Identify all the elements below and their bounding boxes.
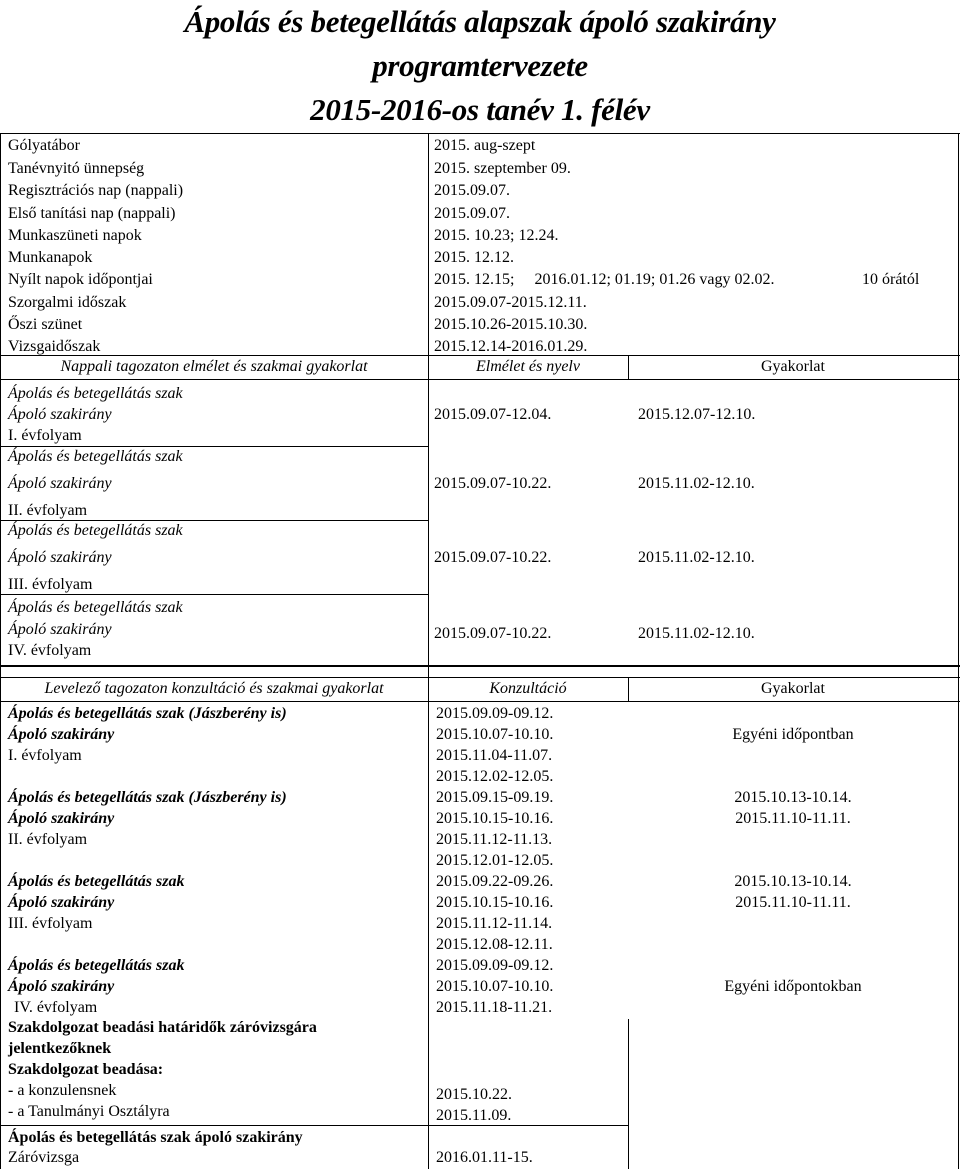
- levelezo-header-col1: Levelező tagozaton konzultáció és szakmai gyakorlat: [44, 680, 384, 697]
- nappali-row-divider: [0, 594, 428, 595]
- zarovizsga-divider: [0, 1125, 628, 1126]
- nappali-row1-szakirany: Ápoló szakirány: [8, 406, 112, 423]
- levelezo-row3-konz-4: 2015.12.08-12.11.: [436, 936, 553, 953]
- zarovizsga-heading: Ápolás és betegellátás szak ápoló szakirány: [8, 1129, 303, 1146]
- levelezo-row1-gyak-1: Egyéni időpontban: [732, 726, 854, 743]
- levelezo-row2-konz-1: 2015.09.15-09.19.: [436, 789, 554, 806]
- levelezo-header-bottom: [0, 701, 960, 702]
- value-oszi-szunet: 2015.10.26-2015.10.30.: [434, 316, 588, 333]
- levelezo-row4-szakirany: Ápoló szakirány: [8, 978, 115, 995]
- label-golyatabor: Gólyatábor: [8, 137, 80, 154]
- label-tanevnyito: Tanévnyitó ünnepség: [8, 160, 145, 177]
- levelezo-row2-konz-3: 2015.11.12-11.13.: [436, 831, 553, 848]
- nappali-row2-szakirany: Ápoló szakirány: [8, 475, 112, 492]
- nappali-row4-szak: Ápolás és betegellátás szak: [8, 599, 183, 616]
- levelezo-row2-szakirany: Ápoló szakirány: [8, 810, 115, 827]
- nappali-row3-szak: Ápolás és betegellátás szak: [8, 522, 183, 539]
- nappali-row4-evfolyam: IV. évfolyam: [8, 642, 92, 659]
- levelezo-row4-szak: Ápolás és betegellátás szak: [8, 957, 185, 974]
- levelezo-row3-evfolyam: III. évfolyam: [8, 915, 93, 932]
- nappali-row4-szakirany: Ápoló szakirány: [8, 621, 112, 638]
- levelezo-row4-konz-2: 2015.10.07-10.10.: [436, 978, 554, 995]
- nappali-row3-elmelet: 2015.09.07-10.22.: [434, 549, 552, 566]
- szakdolgozat-hataridok-2: jelentkezőknek: [8, 1040, 112, 1057]
- nappali-row1-szak: Ápolás és betegellátás szak: [8, 385, 183, 402]
- value-regisztracios-nap: 2015.09.07.: [434, 182, 510, 199]
- levelezo-row3-gyak-1: 2015.10.13-10.14.: [734, 873, 852, 890]
- levelezo-row2-gyak-2: 2015.11.10-11.11.: [735, 810, 851, 827]
- section-separator: [0, 665, 960, 667]
- levelezo-row1-konz-2: 2015.10.07-10.10.: [436, 726, 554, 743]
- levelezo-row1-szak: Ápolás és betegellátás szak (Jászberény is): [8, 705, 287, 722]
- value-szorgalmi-idoszak: 2015.09.07-2015.12.11.: [434, 294, 587, 311]
- levelezo-row2-szak: Ápolás és betegellátás szak (Jászberény is): [8, 789, 287, 806]
- levelezo-row3-szakirany: Ápoló szakirány: [8, 894, 115, 911]
- label-nyilt-napok: Nyílt napok időpontjai: [8, 271, 153, 288]
- levelezo-row3-konz-1: 2015.09.22-09.26.: [436, 873, 554, 890]
- zarovizsga-date: 2016.01.11-15.: [436, 1149, 533, 1166]
- nappali-row2-evfolyam: II. évfolyam: [8, 502, 88, 519]
- value-golyatabor: 2015. aug-szept: [434, 137, 536, 154]
- label-munkanapok: Munkanapok: [8, 249, 93, 266]
- levelezo-row4-konz-1: 2015.09.09-09.12.: [436, 957, 554, 974]
- levelezo-row3-konz-2: 2015.10.15-10.16.: [436, 894, 554, 911]
- value-nyilt-napok: 2015. 12.15; 2016.01.12; 01.19; 01.26 vagy 02.02.: [434, 271, 775, 288]
- column-divider-1: [428, 133, 429, 1169]
- table-top-border: [0, 133, 960, 134]
- table-left-border: [0, 133, 1, 1169]
- levelezo-row3-szak: Ápolás és betegellátás szak: [8, 873, 185, 890]
- title-line-1: Ápolás és betegellátás alapszak ápoló szakirány: [184, 4, 776, 39]
- levelezo-header-col3: Gyakorlat: [761, 680, 825, 697]
- szakdolgozat-tanulmanyi-date: 2015.11.09.: [436, 1107, 512, 1124]
- levelezo-row4-gyak-1: Egyéni időpontokban: [724, 978, 862, 995]
- levelezo-header-top: [0, 677, 960, 678]
- title-line-3: 2015-2016-os tanév 1. félév: [310, 92, 650, 127]
- nappali-header-col3: Gyakorlat: [761, 358, 825, 375]
- levelezo-row2-konz-4: 2015.12.01-12.05.: [436, 852, 554, 869]
- value-munkaszuneti-napok: 2015. 10.23; 12.24.: [434, 227, 559, 244]
- label-vizsgaidoszak: Vizsgaidőszak: [8, 338, 101, 355]
- levelezo-row1-evfolyam: I. évfolyam: [8, 747, 82, 764]
- label-regisztracios-nap: Regisztrációs nap (nappali): [8, 182, 184, 199]
- szakdolgozat-beadasa: Szakdolgozat beadása:: [8, 1061, 164, 1078]
- nappali-row1-elmelet: 2015.09.07-12.04.: [434, 406, 552, 423]
- szakdolgozat-hataridok-1: Szakdolgozat beadási határidők záróvizsgára: [8, 1019, 317, 1036]
- label-elso-tanitasi-nap: Első tanítási nap (nappali): [8, 205, 176, 222]
- levelezo-row3-konz-3: 2015.11.12-11.14.: [436, 915, 553, 932]
- value-munkanapok: 2015. 12.12.: [434, 249, 514, 266]
- value-elso-tanitasi-nap: 2015.09.07.: [434, 205, 510, 222]
- levelezo-row4-evfolyam: IV. évfolyam: [14, 999, 98, 1016]
- label-szorgalmi-idoszak: Szorgalmi időszak: [8, 294, 127, 311]
- value-nyilt-napok-extra: 10 órától: [862, 271, 920, 288]
- nappali-header-col2: Elmélet és nyelv: [476, 358, 580, 375]
- levelezo-row3-gyak-2: 2015.11.10-11.11.: [735, 894, 851, 911]
- value-vizsgaidoszak: 2015.12.14-2016.01.29.: [434, 338, 588, 355]
- nappali-header-top: [0, 355, 960, 356]
- levelezo-row4-konz-3: 2015.11.18-11.21.: [436, 999, 553, 1016]
- szakdolgozat-tanulmanyi: - a Tanulmányi Osztályra: [8, 1103, 170, 1120]
- nappali-row1-gyakorlat: 2015.12.07-12.10.: [638, 406, 756, 423]
- page-title: [0, 0, 960, 132]
- nappali-row2-elmelet: 2015.09.07-10.22.: [434, 475, 552, 492]
- value-tanevnyito: 2015. szeptember 09.: [434, 160, 571, 177]
- column-divider-2: [628, 1019, 629, 1169]
- nappali-row3-evfolyam: III. évfolyam: [8, 576, 93, 593]
- levelezo-row1-szakirany: Ápoló szakirány: [8, 726, 115, 743]
- szakdolgozat-konzulens-date: 2015.10.22.: [436, 1086, 512, 1103]
- nappali-header-bottom: [0, 379, 960, 380]
- levelezo-row1-konz-4: 2015.12.02-12.05.: [436, 768, 554, 785]
- konzulens-label: a konzulensnek: [17, 1082, 117, 1099]
- levelezo-row1-konz-1: 2015.09.09-09.12.: [436, 705, 554, 722]
- nappali-row3-szakirany: Ápoló szakirány: [8, 549, 112, 566]
- levelezo-header-col2: Konzultáció: [489, 680, 567, 697]
- nappali-row4-gyakorlat: 2015.11.02-12.10.: [638, 625, 755, 642]
- zarovizsga-label: Záróvizsga: [8, 1149, 80, 1166]
- levelezo-row1-konz-3: 2015.11.04-11.07.: [436, 747, 553, 764]
- nappali-header-col1: Nappali tagozaton elmélet és szakmai gyakorlat: [60, 358, 368, 375]
- nappali-row2-gyakorlat: 2015.11.02-12.10.: [638, 475, 755, 492]
- szakdolgozat-konzulens-row: [8, 1081, 116, 1101]
- nappali-row1-evfolyam: I. évfolyam: [8, 427, 82, 444]
- levelezo-row2-konz-2: 2015.10.15-10.16.: [436, 810, 554, 827]
- table-right-border: [958, 133, 959, 1169]
- nappali-row3-gyakorlat: 2015.11.02-12.10.: [638, 549, 755, 566]
- title-line-2: programtervezete: [372, 48, 588, 83]
- nappali-row2-szak: Ápolás és betegellátás szak: [8, 448, 183, 465]
- dash: -: [8, 1082, 18, 1099]
- levelezo-row2-evfolyam: II. évfolyam: [8, 831, 88, 848]
- label-oszi-szunet: Őszi szünet: [8, 316, 83, 333]
- nappali-row4-elmelet: 2015.09.07-10.22.: [434, 625, 552, 642]
- label-munkaszuneti-napok: Munkaszüneti napok: [8, 227, 142, 244]
- levelezo-row2-gyak-1: 2015.10.13-10.14.: [734, 789, 852, 806]
